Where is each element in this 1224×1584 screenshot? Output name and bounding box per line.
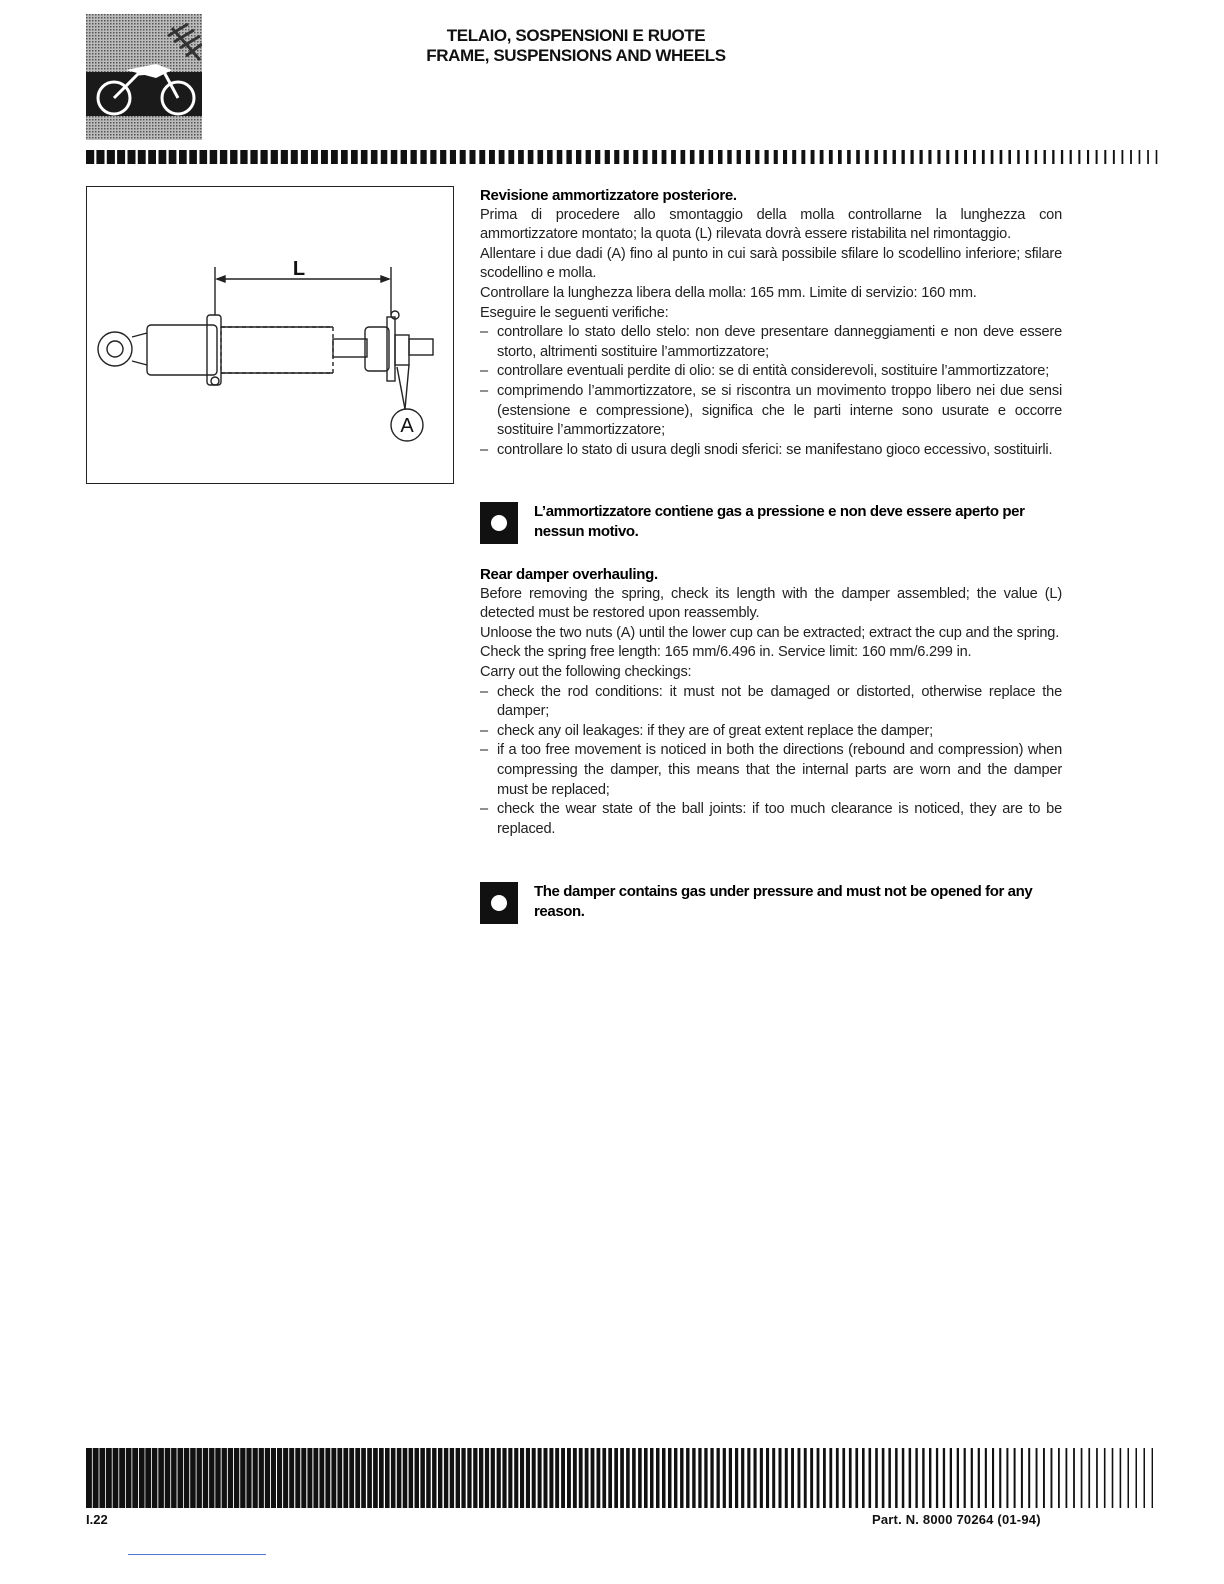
list-item: – controllare lo stato di usura degli snodi sferici: se manifestano gioco eccessivo, sostituirli.	[480, 441, 1062, 461]
english-paragraph: Check the spring free length: 165 mm/6.496 in. Service limit: 160 mm/6.299 in.	[480, 644, 972, 661]
motorcycle-spring-icon	[86, 14, 202, 140]
list-item: – check any oil leakages: if they are of great extent replace the damper;	[480, 722, 1062, 742]
page-number: I.22	[86, 1512, 108, 1527]
list-item: – controllare eventuali perdite di olio: se di entità considerevoli, sostituire l’ammortizzatore;	[480, 362, 1062, 382]
english-paragraph: Before removing the spring, check its length with the damper assembled; the value (L) detected must be restored upon reassembly.	[480, 585, 1062, 622]
bottom-decorative-barcode	[86, 1448, 1160, 1508]
page-header	[396, 26, 756, 66]
footer-underline	[128, 1554, 266, 1555]
length-label: L	[292, 258, 306, 280]
part-number: Part. N. 8000 70264 (01-94)	[872, 1512, 1041, 1527]
top-decorative-rule	[86, 150, 1160, 164]
nuts-label: A	[400, 415, 414, 437]
header-title-italian: TELAIO, SOSPENSIONI E RUOTE	[446, 26, 706, 45]
warning-icon	[480, 882, 518, 924]
italian-paragraph: Controllare la lunghezza libera della molla: 165 mm. Limite di servizio: 160 mm.	[480, 284, 977, 301]
italian-section	[480, 186, 1062, 460]
warning-icon	[480, 502, 518, 544]
list-item: – check the wear state of the ball joints: if too much clearance is noticed, they are to be replaced.	[480, 800, 1062, 839]
english-paragraph: Unloose the two nuts (A) until the lower cup can be extracted; extract the cup and the spring.	[480, 624, 1060, 641]
italian-paragraph: Allentare i due dadi (A) fino al punto in cui sarà possibile sfilare lo scodellino inferiore; sfilare scodellino e molla.	[480, 245, 1062, 282]
italian-paragraph: Eseguire le seguenti verifiche:	[480, 304, 669, 321]
damper-figure	[86, 186, 454, 484]
list-item: – check the rod conditions: it must not be damaged or distorted, otherwise replace the damper;	[480, 683, 1062, 722]
english-section	[480, 565, 1062, 839]
english-warning-text: The damper contains gas under pressure and must not be opened for any reason.	[534, 883, 1033, 920]
english-paragraph: Carry out the following checkings:	[480, 663, 692, 680]
list-item: – comprimendo l’ammortizzatore, se si riscontra un movimento troppo libero nei due sensi (estensione e compressione), significa che le parti interne sono usurate e occorre sostituire l’ammortizzatore;	[480, 382, 1062, 441]
english-heading: Rear damper overhauling.	[480, 566, 658, 583]
english-warning	[480, 882, 1070, 926]
list-item: – controllare lo stato dello stelo: non deve presentare danneggiamenti e non deve essere storto, altrimenti sostituire l’ammortizzatore;	[480, 323, 1062, 362]
italian-warning	[480, 502, 1070, 546]
english-checklist	[480, 683, 1062, 840]
section-logo	[86, 14, 202, 140]
italian-warning-text: L’ammortizzatore contiene gas a pressione e non deve essere aperto per nessun motivo.	[534, 503, 1025, 540]
italian-paragraph: Prima di procedere allo smontaggio della molla controllarne la lunghezza con ammortizzatore montato; la quota (L) rilevata dovrà essere ristabilita nel rimontaggio.	[480, 206, 1062, 243]
italian-heading: Revisione ammortizzatore posteriore.	[480, 187, 737, 204]
header-title-english: FRAME, SUSPENSIONS AND WHEELS	[426, 46, 726, 65]
italian-checklist	[480, 323, 1062, 460]
list-item: – if a too free movement is noticed in both the directions (rebound and compression) when compressing the damper, this means that the internal parts are worn and the damper must be replaced;	[480, 741, 1062, 800]
rear-damper-drawing	[87, 187, 453, 483]
